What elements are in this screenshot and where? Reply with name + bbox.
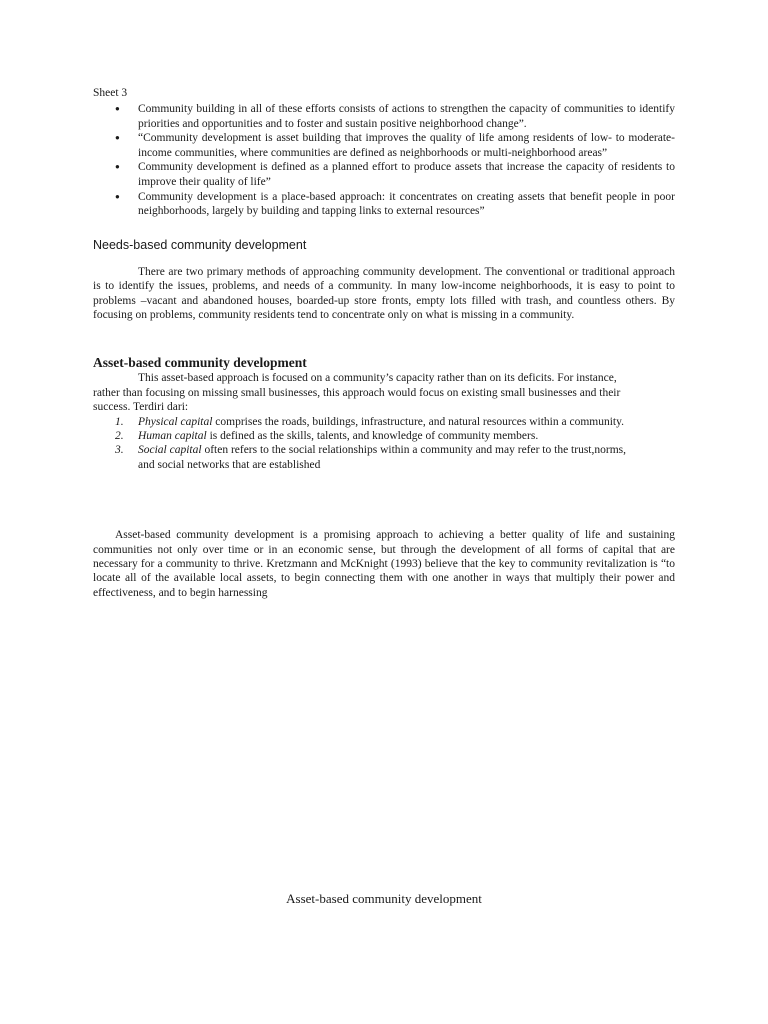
capital-list xyxy=(93,415,675,473)
capital-term: Physical capital xyxy=(138,415,213,428)
needs-paragraph: There are two primary methods of approaching community development. The conventional or traditional approach is to identify the issues, problems, and needs of a community. In many low-income neighborhoods, it is easy to point to problems –vacant and abandoned houses, boarded-up store fronts, empty lots filled with trash, and countless others. By focusing on problems, community residents tend to concentrate only on what is missing in a community. xyxy=(93,265,675,321)
sheet-label: Sheet 3 xyxy=(93,87,128,99)
asset-intro-paragraph: This asset-based approach is focused on a community’s capacity rather than on its deficits. For instance, rather than focusing on missing small businesses, this approach would focus on existing small businesses and their success. Terdiri dari: xyxy=(93,372,621,414)
capital-number: 2. xyxy=(115,430,124,442)
capital-number: 1. xyxy=(115,415,124,428)
capital-item xyxy=(93,429,628,443)
capital-description: often refers to the social relationships within a community and may refer to the trust,norms, and social networks that are established xyxy=(138,444,626,471)
bullet-item: ● “Community development is asset building that improves the quality of life among residents of low- to moderate-income communities, where communities are defined as neighborhoods or multi-neighborhood areas” xyxy=(93,131,675,160)
capital-description: is defined as the skills, talents, and knowledge of community members. xyxy=(206,430,539,442)
closing-paragraph: Asset-based community development is a promising approach to achieving a better quality of life and sustaining communities not only over time or in an economic sense, but through the development of all forms of capital that are necessary for a community to thrive. Kretzmann and McKnight (1993) believe that the key to community revitalization is “to locate all of the available local assets, to begin connecting them with one another in ways that multiply their power and effectiveness, and to begin harnessing xyxy=(93,529,675,599)
bullet-item: ● Community development is defined as a planned effort to produce assets that increase the capacity of residents to improve their quality of life” xyxy=(93,160,675,189)
bullet-item: ● Community building in all of these efforts consists of actions to strengthen the capacity of communities to identify priorities and opportunities and to foster and sustain positive neighborhood change”. xyxy=(93,102,675,131)
capital-term: Human capital xyxy=(138,430,207,442)
definitions-bullet-list xyxy=(93,102,675,219)
asset-heading: Asset-based community development xyxy=(93,355,307,371)
footer-title xyxy=(0,891,768,907)
capital-term: Social capital xyxy=(138,444,202,457)
needs-heading: Needs-based community development xyxy=(93,237,307,252)
capital-item xyxy=(93,415,628,429)
footer-title-text: Asset-based community development xyxy=(286,891,482,906)
bullet-item: ● Community development is a place-based approach: it concentrates on creating assets that benefit people in poor neighborhoods, largely by building and tapping links to external resources” xyxy=(93,190,675,219)
capital-number: 3. xyxy=(115,444,124,457)
document-page xyxy=(93,86,675,600)
capital-item xyxy=(93,443,628,472)
capital-description: comprises the roads, buildings, infrastructure, and natural resources within a community. xyxy=(212,415,624,428)
